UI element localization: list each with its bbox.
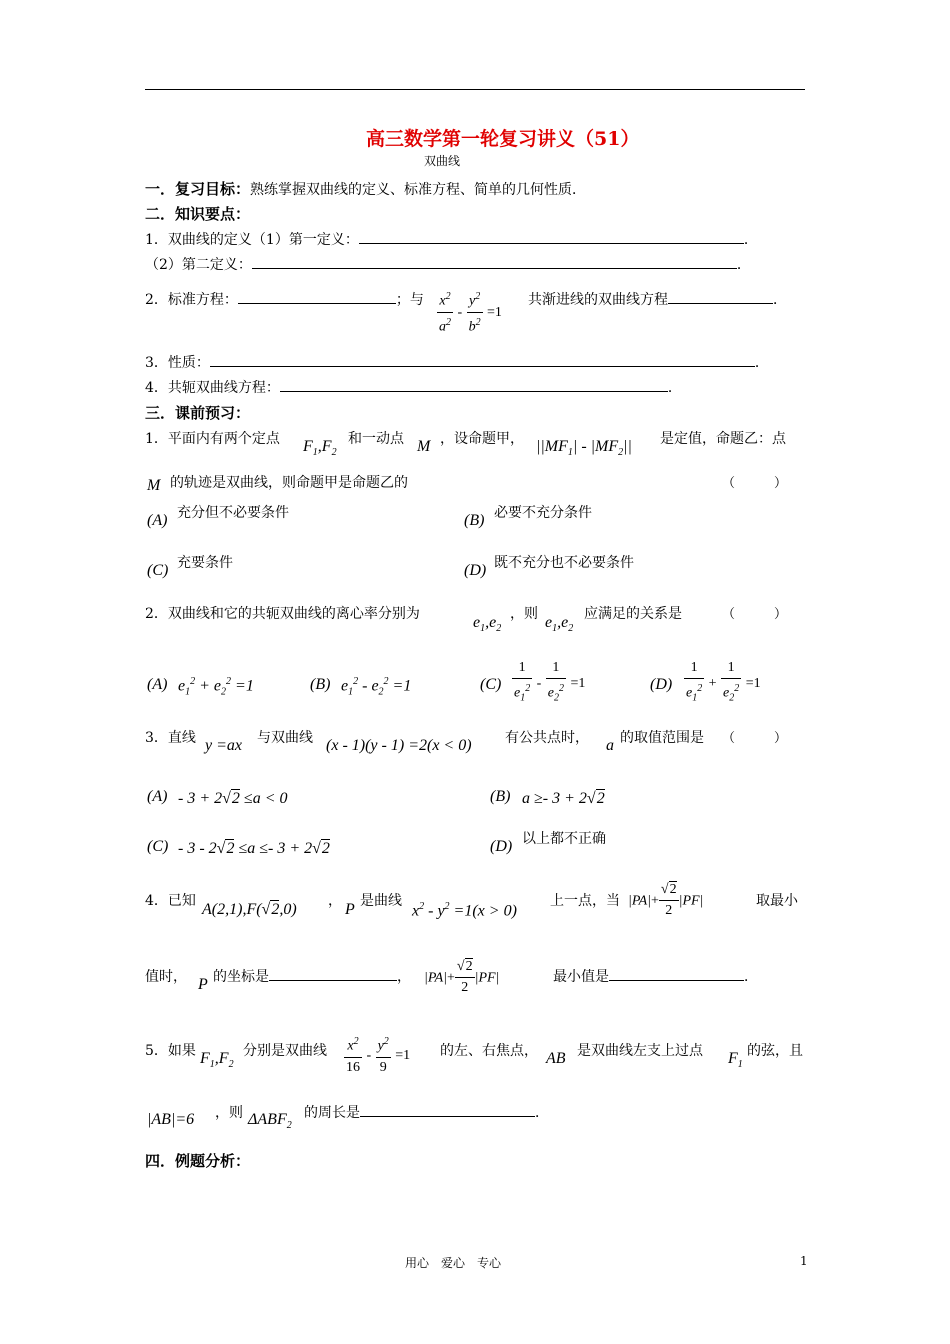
problem-3-text: 与双曲线 [257, 730, 313, 746]
math-f1: $F_1$ [728, 1050, 743, 1071]
answer-bracket: （ ） [722, 731, 788, 746]
problem-4-text: 是曲线 [360, 893, 402, 909]
math-ab: AB [546, 1050, 566, 1067]
header-rule [145, 89, 805, 90]
option-a-label: (A) [147, 788, 168, 805]
math-hyperbola-5: $\frac{x^2}{16}$ - $\frac{y^2}{9}$ =1 [344, 1032, 410, 1078]
problem-4-text: 上一点，当 [550, 893, 620, 909]
option-d-math: $\frac{1}{e_1^2}$ + $\frac{1}{e_2^2}$ =1 [686, 660, 761, 704]
problem-1-text: ，设命题甲， [440, 431, 524, 447]
section-preview: 三．课前预习： [145, 404, 251, 422]
problem-2-text: 应满足的关系是 [584, 606, 682, 622]
math-min-expr: |PA|+ $\frac{√2}{2}$ |PF| [628, 882, 704, 918]
math-p: P [198, 976, 208, 993]
problem-5-text: 5．如果 [145, 1043, 196, 1059]
page-subtitle: 双曲线 [424, 154, 461, 168]
math-points: A(2,1),F(√2,0) [202, 901, 297, 918]
option-d: 既不充分也不必要条件 [494, 555, 634, 571]
math-f1f2: $F_1,F_2$ [303, 438, 337, 459]
option-c-label: (C) [147, 562, 169, 579]
blank [609, 966, 744, 981]
problem-5-text: 的弦，且 [747, 1043, 803, 1059]
blank [668, 289, 773, 304]
blank [210, 352, 755, 367]
math-p: P [345, 901, 355, 918]
blank [280, 377, 668, 392]
math-hyperbola: (x - 1)(y - 1) =2(x < 0) [326, 737, 472, 754]
option-a-label: (A) [147, 676, 168, 693]
blank [359, 229, 744, 244]
problem-5-text: 分别是双曲线 [243, 1043, 327, 1059]
problem-5-text: ，则 [215, 1105, 243, 1121]
option-c-label: (C) [147, 838, 169, 855]
page-footer: 用心 爱心 专心 [405, 1256, 502, 1270]
option-d-label: (D) [464, 562, 487, 579]
blank [252, 254, 737, 269]
math-e1e2: $e_1,e_2$ [545, 614, 574, 635]
section-examples: 四．例题分析： [145, 1152, 251, 1170]
problem-1-line1: 1．平面内有两个定点 [145, 431, 280, 447]
math-e1e2: $e_1,e_2$ [473, 614, 502, 635]
option-b-label: (B) [464, 512, 485, 529]
option-a-math: - 3 + 2√2 ≤a < 0 [178, 790, 288, 807]
math-mf-diff: $||MF_1| - |MF_2||$ [536, 438, 632, 459]
option-d: 以上都不正确 [522, 831, 606, 847]
problem-2-text: ，则 [510, 606, 538, 622]
option-c-label: (C) [480, 676, 502, 693]
problem-4-text: 4．已知 [145, 893, 196, 909]
math-min-expr: |PA|+ $\frac{√2}{2}$ |PF| [424, 959, 500, 995]
math-a: a [606, 737, 614, 754]
option-a: 充分但不必要条件 [177, 505, 289, 521]
problem-4-text: 值时， [145, 969, 187, 985]
knowledge-1: 1．双曲线的定义（1）第一定义： ． [145, 229, 758, 249]
knowledge-1b: （2）第二定义： ． [145, 254, 751, 274]
option-a-label: (A) [147, 512, 168, 529]
page-number: 1 [800, 1254, 808, 1268]
knowledge-2c: 共渐进线的双曲线方程 ． [528, 289, 787, 309]
math-f1f2: $F_1,F_2$ [200, 1050, 234, 1071]
problem-3-text: 的取值范围是 [620, 730, 704, 746]
section-review-goal: 一．复习目标：熟练掌握双曲线的定义、标准方程、简单的几何性质． [145, 180, 587, 198]
blank [360, 1102, 535, 1117]
problem-4-text: ， [328, 893, 342, 909]
option-a-math: $e_1^2 + e_2^2 =1$ [178, 676, 254, 698]
math-m: M [417, 438, 431, 455]
problem-1-text: 和一动点 [348, 431, 404, 447]
problem-4-line2: 的坐标是 ， [213, 966, 411, 986]
option-c: 充要条件 [177, 555, 233, 571]
answer-bracket: （ ） [722, 476, 788, 491]
math-triangle: $\Delta ABF_2$ [248, 1111, 292, 1132]
option-b-label: (B) [490, 788, 511, 805]
problem-3-text: 3．直线 [145, 730, 196, 746]
problem-1-text: 是定值，命题乙：点 [660, 431, 786, 447]
option-b-math: $e_1^2 - e_2^2 =1$ [341, 676, 412, 698]
knowledge-4: 4．共轭双曲线方程： ． [145, 377, 682, 397]
knowledge-3: 3．性质： ． [145, 352, 769, 372]
problem-1-line2: 的轨迹是双曲线，则命题甲是命题乙的 [170, 475, 408, 491]
formula-hyperbola: $\frac{x^2}{a^2}$ - $\frac{y^2}{b^2}$ =1 [437, 287, 502, 337]
math-ab-length: |AB|=6 [147, 1111, 195, 1128]
knowledge-2: 2．标准方程： ；与 [145, 289, 424, 309]
problem-5-text: 的左、右焦点， [440, 1043, 538, 1059]
answer-bracket: （ ） [722, 607, 788, 622]
problem-5-line2: 的周长是 ． [304, 1102, 549, 1122]
option-d-label: (D) [490, 838, 513, 855]
problem-5-text: 是双曲线左支上过点 [577, 1043, 703, 1059]
problem-2-text: 2．双曲线和它的共轭双曲线的离心率分别为 [145, 606, 420, 622]
problem-4-line2b: 最小值是 ． [553, 966, 758, 986]
problem-4-text: 取最小 [756, 893, 798, 909]
math-m: M [147, 477, 161, 494]
option-b-label: (B) [310, 676, 331, 693]
section-knowledge: 二．知识要点： [145, 205, 251, 223]
blank [269, 966, 397, 981]
math-line: y =ax [205, 737, 243, 754]
page-title: 高三数学第一轮复习讲义（51） [366, 128, 640, 150]
blank [238, 289, 396, 304]
option-b-math: a ≥- 3 + 2√2 [522, 790, 605, 807]
option-c-math: $\frac{1}{e_1^2}$ - $\frac{1}{e_2^2}$ =1 [514, 660, 586, 704]
math-curve: $x^2 - y^2 =1(x > 0)$ [412, 901, 517, 920]
problem-3-text: 有公共点时， [505, 730, 589, 746]
option-d-label: (D) [650, 676, 673, 693]
option-c-math: - 3 - 2√2 ≤a ≤- 3 + 2√2 [178, 840, 330, 857]
option-b: 必要不充分条件 [494, 505, 592, 521]
